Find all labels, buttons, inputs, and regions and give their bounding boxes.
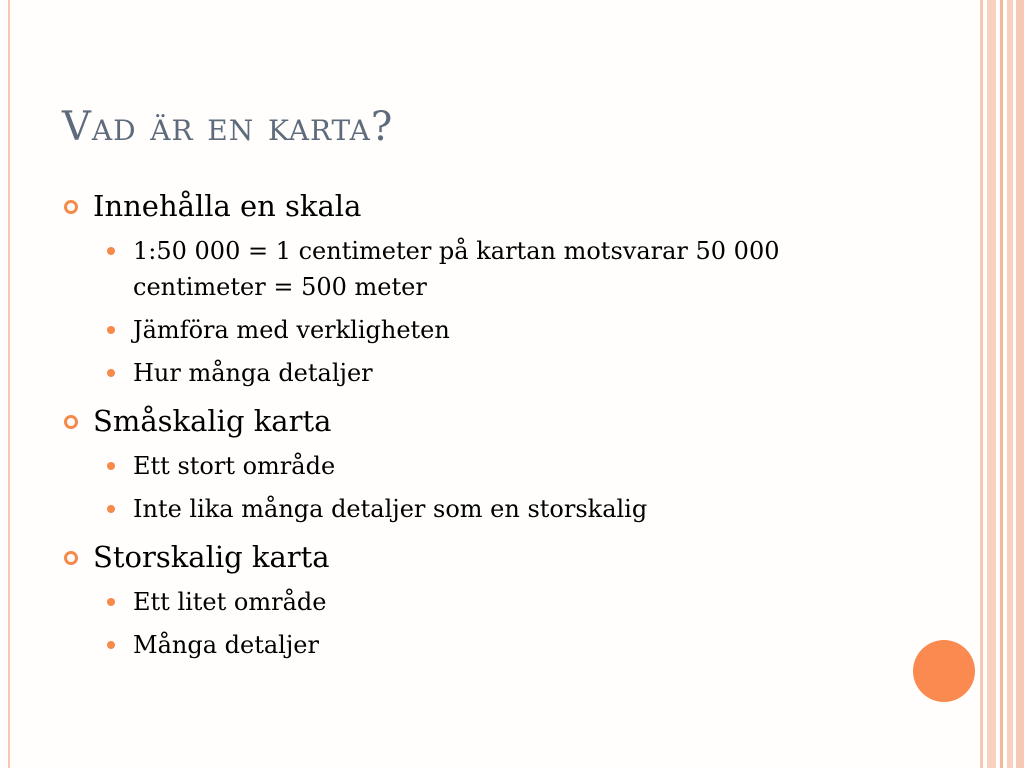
dot-bullet-icon [107,598,115,606]
right-stripe [1016,0,1024,768]
section-heading: Innehålla en skala [93,189,362,223]
bullet-level-2 [62,233,912,305]
dot-bullet-icon [107,505,115,513]
decorative-orange-circle [913,640,975,702]
ring-bullet-icon [64,415,78,429]
bullet-level-2 [62,491,912,527]
ring-bullet-icon [64,200,78,214]
bullet-level-2 [62,584,912,620]
bullet-level-1 [62,186,912,226]
right-stripe [1000,0,1003,768]
ring-bullet-icon [64,551,78,565]
dot-bullet-icon [107,369,115,377]
dot-bullet-icon [107,326,115,334]
bullet-level-2 [62,312,912,348]
right-stripe [1007,0,1013,768]
right-stripe [987,0,996,768]
bullet-level-2 [62,355,912,391]
right-stripe [980,0,983,768]
list-item-text: Inte lika många detaljer som en storskalig [133,495,648,523]
bullet-level-2 [62,448,912,484]
left-border-line [8,0,10,768]
section-heading: Storskalig karta [93,540,330,574]
sub-bullet-group [62,584,912,663]
section-heading: Småskalig karta [93,404,332,438]
bullet-level-2 [62,627,912,663]
bullet-level-1 [62,401,912,441]
list-item-text: Många detaljer [133,631,319,659]
list-item-text: Hur många detaljer [133,359,373,387]
slide-title: Vad är en karta? [62,104,394,150]
bullet-level-1 [62,537,912,577]
list-item-text: Ett stort område [133,452,336,480]
list-item-text: 1:50 000 = 1 centimeter på kartan motsvarar 50 000 centimeter = 500 meter [133,237,780,301]
dot-bullet-icon [107,247,115,255]
dot-bullet-icon [107,641,115,649]
dot-bullet-icon [107,462,115,470]
list-item-text: Jämföra med verkligheten [133,316,450,344]
bullet-list [62,186,912,663]
sub-bullet-group [62,233,912,391]
list-item-text: Ett litet område [133,588,327,616]
sub-bullet-group [62,448,912,527]
